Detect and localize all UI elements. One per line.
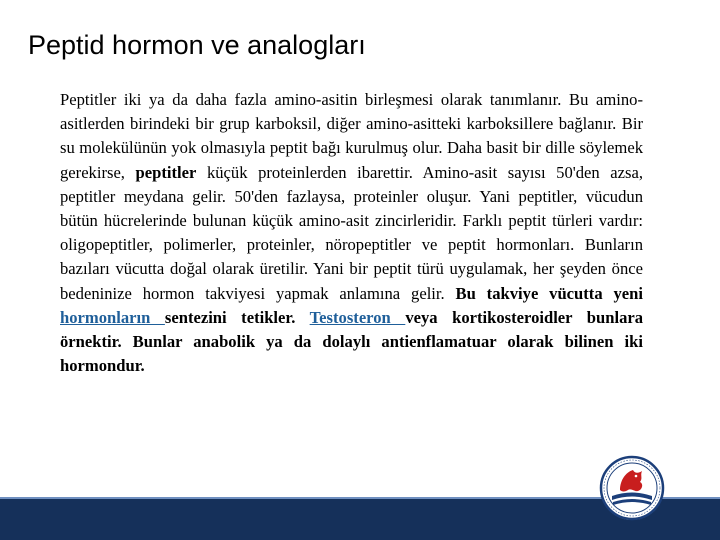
text-segment: küçük proteinlerden ibarettir. Amino-asit sayısı 50'den azsa, peptitler meydana gelir. 50'den fazlaysa, proteinler oluşur. Yani peptitler, vücudun bütün hücrelerinde bulunan küçük amino-asit zincirleridir. Farklı peptit türleri vardır: oligopeptitler, polimerler, proteinler, nöropeptitler ve peptit hormonları. Bunların bazıları vücutta doğal olarak üretilir. Yani bir peptit türü uygulamak, her şeyden önce bedeninize hormon takviyesi yapmak anlamına gelir. — [60, 162, 643, 303]
text-segment: Peptitler iki ya da daha fazla amino-asitin birleşmesi olarak tanımlanır. Bu amino-asitlerden birindeki bir grup karboksil, diğer amino-asitteki karboksillere bağlanır. Bir su molekülünün yok olmasıyla peptit bağı kurulmuş olur. Daha basit bir dille söylemek gerekirse, — [60, 90, 643, 182]
bold-segment: veya kortikosteroidler bunlara örnektir. Bunlar anabolik ya da dolaylı antienflamatuar olarak bilinen iki hormondur. — [60, 307, 644, 376]
university-seal-icon — [598, 454, 666, 522]
link-hormonlarin[interactable]: hormonların — [60, 307, 165, 327]
bold-segment: sentezini tetikler. — [164, 307, 310, 327]
footer-date: 28/02/14 — [30, 476, 77, 490]
page-title: Peptid hormon ve analogları — [28, 30, 366, 60]
page-number: 18 — [678, 476, 692, 490]
link-testosteron[interactable]: Testosteron — [309, 307, 406, 327]
body-paragraph — [60, 88, 643, 378]
bold-segment: Bu takviye vücutta yeni — [455, 283, 643, 303]
bold-term-peptitler: peptitler — [135, 162, 197, 182]
